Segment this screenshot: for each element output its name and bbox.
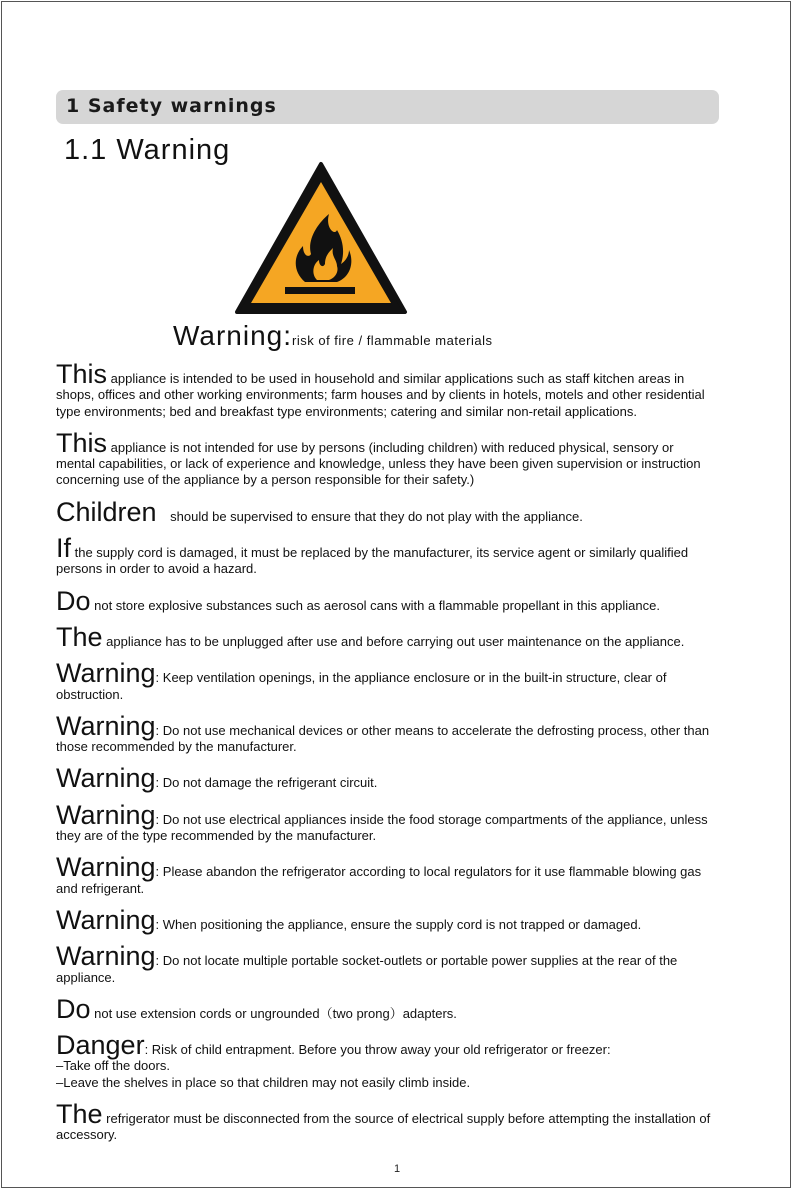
paragraph-lead-word: This (56, 427, 108, 458)
paragraph-lead-word: The (56, 621, 103, 652)
warning-paragraph (56, 1058, 716, 1074)
paragraph-lead-word: Warning (56, 710, 156, 741)
caption-text: risk of fire / flammable materials (292, 333, 493, 348)
paragraph-lead-word: The (56, 1099, 103, 1130)
warning-paragraph (56, 657, 716, 703)
warning-caption (173, 320, 493, 352)
warning-paragraph (56, 851, 716, 897)
warning-paragraph (56, 799, 716, 845)
paragraph-lead-word: Danger (56, 1030, 145, 1061)
warning-paragraph (56, 358, 716, 420)
paragraph-text: not store explosive substances such as aerosol cans with a flammable propellant in this appliance. (90, 597, 660, 613)
paragraph-text: : When positioning the appliance, ensure the supply cord is not trapped or damaged. (155, 916, 642, 932)
paragraph-lead-word: Do (56, 585, 91, 616)
paragraph-lead-word: Warning (56, 799, 156, 830)
paragraph-text: appliance is intended to be used in household and similar applications such as staff kitchen areas in shops, offices and other working environments; farm houses and by clients in hotels, motels and other residential type environments; bed and breakfast type environments; catering and similar non-retail applications. (56, 371, 705, 419)
paragraph-text: appliance has to be unplugged after use and before carrying out user maintenance on the appliance. (102, 633, 685, 649)
paragraph-text: : Keep ventilation openings, in the appliance enclosure or in the built-in structure, clear of obstruction. (56, 670, 667, 702)
warning-paragraph (56, 1075, 716, 1091)
subsection-title: 1.1 Warning (64, 134, 231, 166)
paragraph-lead-word: Do (56, 993, 91, 1024)
page-number: 1 (393, 1163, 401, 1175)
paragraph-lead-word: Warning (56, 763, 156, 794)
warning-paragraph (56, 532, 716, 578)
paragraph-text: : Do not damage the refrigerant circuit. (155, 775, 378, 791)
paragraph-lead-word: Warning (56, 904, 156, 935)
warning-paragraph (56, 710, 716, 756)
warning-paragraph (56, 621, 716, 650)
paragraph-lead-word: Warning (56, 658, 156, 689)
flammable-warning-icon (233, 160, 409, 316)
paragraph-text: –Leave the shelves in place so that children may not easily climb inside. (56, 1074, 471, 1090)
warning-paragraph (56, 904, 716, 933)
paragraph-lead-word: Children (56, 496, 157, 527)
paragraph-text: : Do not use mechanical devices or other means to accelerate the defrosting process, other than those recommended by the manufacturer. (56, 722, 710, 755)
warning-paragraph (56, 993, 716, 1022)
safety-content (56, 358, 716, 1144)
warning-paragraph (56, 427, 716, 489)
warning-paragraph (56, 1098, 716, 1144)
warning-paragraph (56, 940, 716, 986)
paragraph-text: should be supervised to ensure that they do not play with the appliance. (166, 508, 583, 524)
paragraph-text: refrigerator must be disconnected from the source of electrical supply before attempting the installation of accessory. (56, 1111, 711, 1143)
paragraph-text: : Do not use electrical appliances inside the food storage compartments of the appliance, unless they are of the type recommended by the manufacturer. (56, 811, 708, 844)
section-header-bar (56, 90, 719, 124)
paragraph-text: appliance is not intended for use by persons (including children) with reduced physical, sensory or mental capabilities, or lack of experience and knowledge, unless they have been given supervision or instruction concerning use of the appliance by a person responsible for their safety.) (56, 439, 701, 488)
warning-paragraph (56, 762, 716, 794)
paragraph-text: : Please abandon the refrigerator according to local regulators for it use flammable blowing gas and refrigerant. (56, 864, 702, 896)
warning-paragraph (56, 1029, 716, 1061)
warning-paragraph (56, 585, 716, 614)
paragraph-lead-word: If (56, 533, 72, 564)
paragraph-text: –Take off the doors. (56, 1058, 170, 1074)
paragraph-lead-word: This (56, 359, 108, 389)
paragraph-text: : Risk of child entrapment. Before you throw away your old refrigerator or freezer: (144, 1042, 611, 1058)
paragraph-text: : Do not locate multiple portable socket-outlets or portable power supplies at the rear of the appliance. (56, 953, 678, 985)
caption-lead: Warning: (173, 320, 293, 351)
warning-paragraph (56, 496, 716, 525)
section-title: 1 Safety warnings (66, 95, 277, 117)
paragraph-text: the supply cord is damaged, it must be replaced by the manufacturer, its service agent or similarly qualified persons in order to avoid a hazard. (56, 545, 689, 577)
paragraph-text: not use extension cords or ungrounded（two prong）adapters. (90, 1005, 457, 1021)
paragraph-lead-word: Warning (56, 852, 156, 883)
paragraph-lead-word: Warning (56, 941, 156, 972)
